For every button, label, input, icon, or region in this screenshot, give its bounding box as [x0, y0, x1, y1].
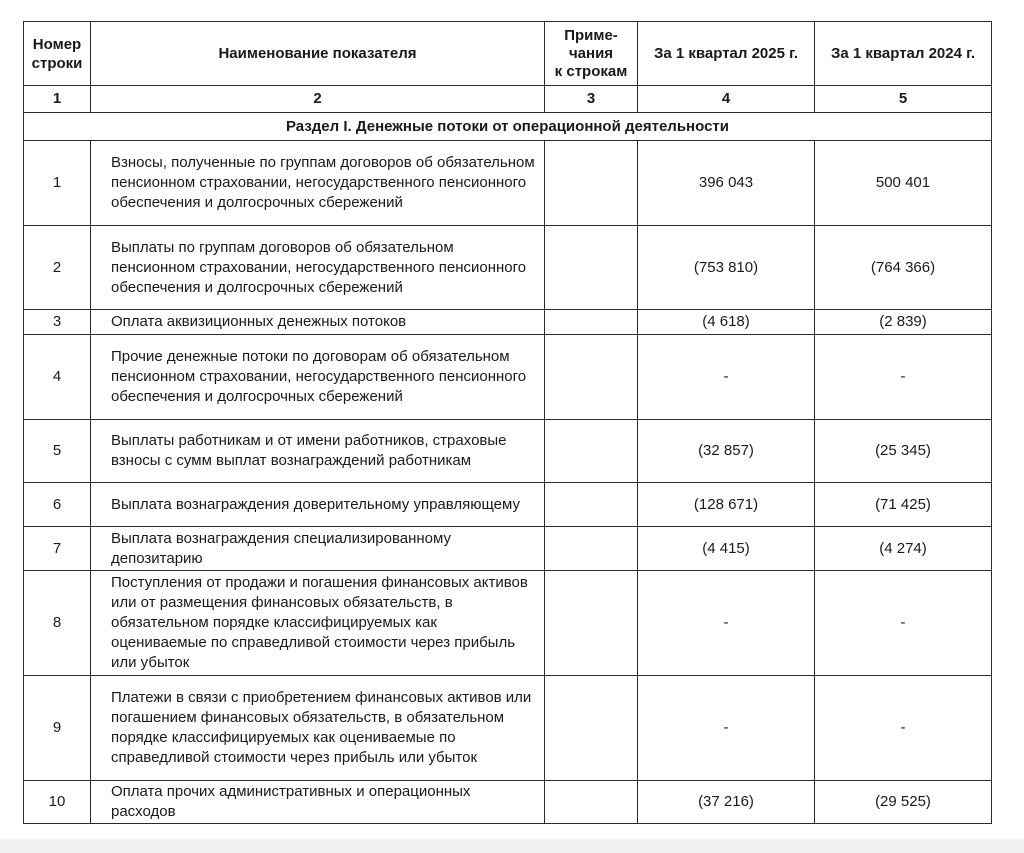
- value-q1-2024: (4 274): [815, 527, 992, 571]
- page-bottom-edge: [0, 839, 1024, 853]
- section-title: Раздел I. Денежные потоки от операционной деятельности: [24, 113, 992, 141]
- header-indicator-name: Наименование показателя: [91, 22, 545, 86]
- notes-cell: [545, 483, 638, 527]
- value-q1-2025: 396 043: [638, 141, 815, 226]
- notes-cell: [545, 335, 638, 420]
- header-notes: [545, 22, 638, 86]
- indicator-name: Оплата аквизиционных денежных потоков: [91, 310, 545, 335]
- value-q1-2025: (4 415): [638, 527, 815, 571]
- indicator-name: Выплаты работникам и от имени работников, страховые взносы с сумм выплат вознаграждений работникам: [91, 420, 545, 483]
- value-q1-2024: -: [815, 335, 992, 420]
- header-notes-line-3: к строкам: [554, 62, 628, 80]
- notes-cell: [545, 527, 638, 571]
- indicator-name: Выплата вознаграждения специализированному депозитарию: [91, 527, 545, 571]
- table-row: [24, 335, 992, 420]
- table-row: [24, 141, 992, 226]
- value-q1-2025: (128 671): [638, 483, 815, 527]
- column-index-cell: 1: [24, 86, 91, 113]
- notes-cell: [545, 141, 638, 226]
- indicator-name: Оплата прочих административных и операционных расходов: [91, 781, 545, 824]
- table-row: [24, 781, 992, 824]
- notes-cell: [545, 571, 638, 676]
- header-q1-2024: За 1 квартал 2024 г.: [815, 22, 992, 86]
- cash-flow-table: [23, 21, 992, 824]
- row-number: 2: [24, 226, 91, 310]
- table-row: [24, 571, 992, 676]
- notes-cell: [545, 310, 638, 335]
- column-index-row: [24, 86, 992, 113]
- table-row: [24, 420, 992, 483]
- value-q1-2025: (4 618): [638, 310, 815, 335]
- header-notes-line-2: чания: [568, 44, 614, 62]
- row-number: 1: [24, 141, 91, 226]
- notes-cell: [545, 781, 638, 824]
- value-q1-2024: (71 425): [815, 483, 992, 527]
- row-number: 3: [24, 310, 91, 335]
- header-q1-2025: За 1 квартал 2025 г.: [638, 22, 815, 86]
- row-number: 6: [24, 483, 91, 527]
- column-index-cell: 4: [638, 86, 815, 113]
- value-q1-2024: (29 525): [815, 781, 992, 824]
- value-q1-2025: -: [638, 335, 815, 420]
- row-number: 7: [24, 527, 91, 571]
- table-row: [24, 483, 992, 527]
- indicator-name: Платежи в связи с приобретением финансовых активов или погашением финансовых обязательств, в обязательном порядке классифицируемых как оцениваемые по справедливой стоимости через прибыль или убыток: [91, 676, 545, 781]
- notes-cell: [545, 676, 638, 781]
- header-row-number: Номер строки: [24, 22, 91, 86]
- value-q1-2025: -: [638, 571, 815, 676]
- value-q1-2025: (32 857): [638, 420, 815, 483]
- row-number: 10: [24, 781, 91, 824]
- notes-cell: [545, 420, 638, 483]
- row-number: 9: [24, 676, 91, 781]
- value-q1-2024: (764 366): [815, 226, 992, 310]
- row-number: 4: [24, 335, 91, 420]
- section-row: [24, 113, 992, 141]
- indicator-name: Выплата вознаграждения доверительному управляющему: [91, 483, 545, 527]
- indicator-name: Выплаты по группам договоров об обязательном пенсионном страховании, негосударственного пенсионного обеспечения и долгосрочных сбережений: [91, 226, 545, 310]
- column-index-cell: 3: [545, 86, 638, 113]
- column-index-cell: 2: [91, 86, 545, 113]
- table-row: [24, 676, 992, 781]
- indicator-name: Взносы, полученные по группам договоров об обязательном пенсионном страховании, негосударственного пенсионного обеспечения и долгосрочных сбережений: [91, 141, 545, 226]
- indicator-name: Поступления от продажи и погашения финансовых активов или от размещения финансовых обязательств, в обязательном порядке классифицируемых как оцениваемые по справедливой стоимости через прибыль или убыток: [91, 571, 545, 676]
- table-header-row: [24, 22, 992, 86]
- value-q1-2024: -: [815, 571, 992, 676]
- table-row: [24, 527, 992, 571]
- table-row: [24, 226, 992, 310]
- column-index-cell: 5: [815, 86, 992, 113]
- value-q1-2024: 500 401: [815, 141, 992, 226]
- value-q1-2025: (753 810): [638, 226, 815, 310]
- value-q1-2025: (37 216): [638, 781, 815, 824]
- header-notes-line-1: Приме-: [564, 26, 618, 44]
- indicator-name: Прочие денежные потоки по договорам об обязательном пенсионном страховании, негосударственного пенсионного обеспечения и долгосрочных сбережений: [91, 335, 545, 420]
- table-row: [24, 310, 992, 335]
- value-q1-2024: (25 345): [815, 420, 992, 483]
- value-q1-2024: -: [815, 676, 992, 781]
- notes-cell: [545, 226, 638, 310]
- value-q1-2025: -: [638, 676, 815, 781]
- row-number: 5: [24, 420, 91, 483]
- value-q1-2024: (2 839): [815, 310, 992, 335]
- row-number: 8: [24, 571, 91, 676]
